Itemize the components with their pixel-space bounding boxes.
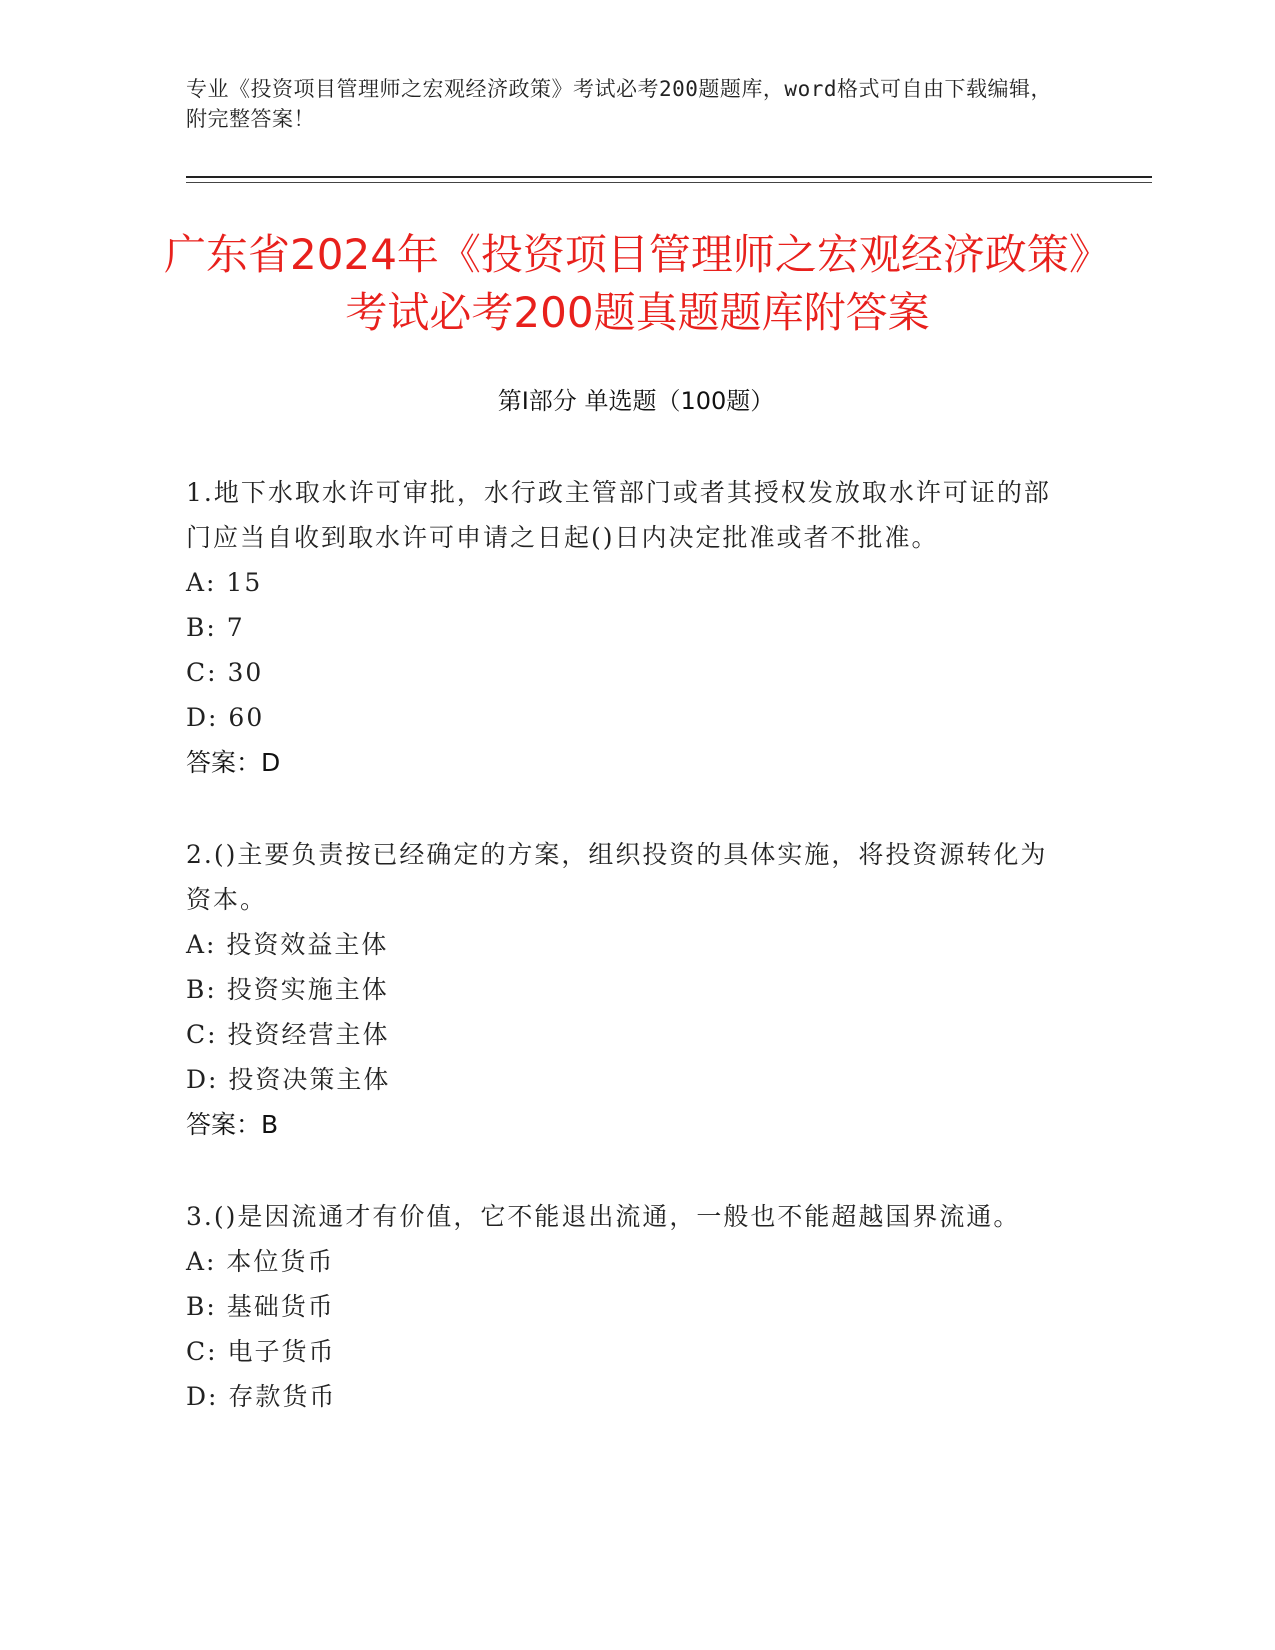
- option-a: A: 本位货币: [186, 1247, 335, 1276]
- option-d: D: 60: [186, 703, 265, 732]
- option-b: B: 投资实施主体: [186, 975, 389, 1004]
- question-stem: 3.()是因流通才有价值，它不能退出流通，一般也不能超越国界流通。: [186, 1202, 1021, 1231]
- header-note: 专业《投资项目管理师之宏观经济政策》考试必考200题题库，word格式可自由下载编辑，附完整答案！: [186, 77, 1052, 131]
- option-a: A: 投资效益主体: [186, 930, 389, 959]
- question-item: [186, 832, 1066, 1147]
- option-c: C: 投资经营主体: [186, 1020, 390, 1049]
- option-d: D: 存款货币: [186, 1382, 337, 1411]
- option-d: D: 投资决策主体: [186, 1065, 391, 1094]
- answer-line: 答案：B: [186, 1110, 279, 1139]
- option-b: B: 7: [186, 613, 245, 642]
- section-title: 第Ⅰ部分 单选题（100题）: [497, 387, 775, 415]
- header-rule-thick: [186, 176, 1152, 178]
- question-stem: 1.地下水取水许可审批，水行政主管部门或者其授权发放取水许可证的部门应当自收到取水许可申请之日起()日内决定批准或者不批准。: [186, 478, 1051, 552]
- answer-line: 答案：D: [186, 748, 281, 777]
- option-b: B: 基础货币: [186, 1292, 335, 1321]
- option-c: C: 30: [186, 658, 264, 687]
- document-title: 广东省2024年《投资项目管理师之宏观经济政策》考试必考200题真题题库附答案: [164, 230, 1111, 337]
- header-rule-thin: [186, 182, 1152, 183]
- option-a: A: 15: [186, 568, 263, 597]
- question-item: [186, 470, 1066, 785]
- question-stem: 2.()主要负责按已经确定的方案，组织投资的具体实施，将投资源转化为资本。: [186, 840, 1048, 914]
- option-c: C: 电子货币: [186, 1337, 336, 1366]
- question-item: [186, 1194, 1066, 1419]
